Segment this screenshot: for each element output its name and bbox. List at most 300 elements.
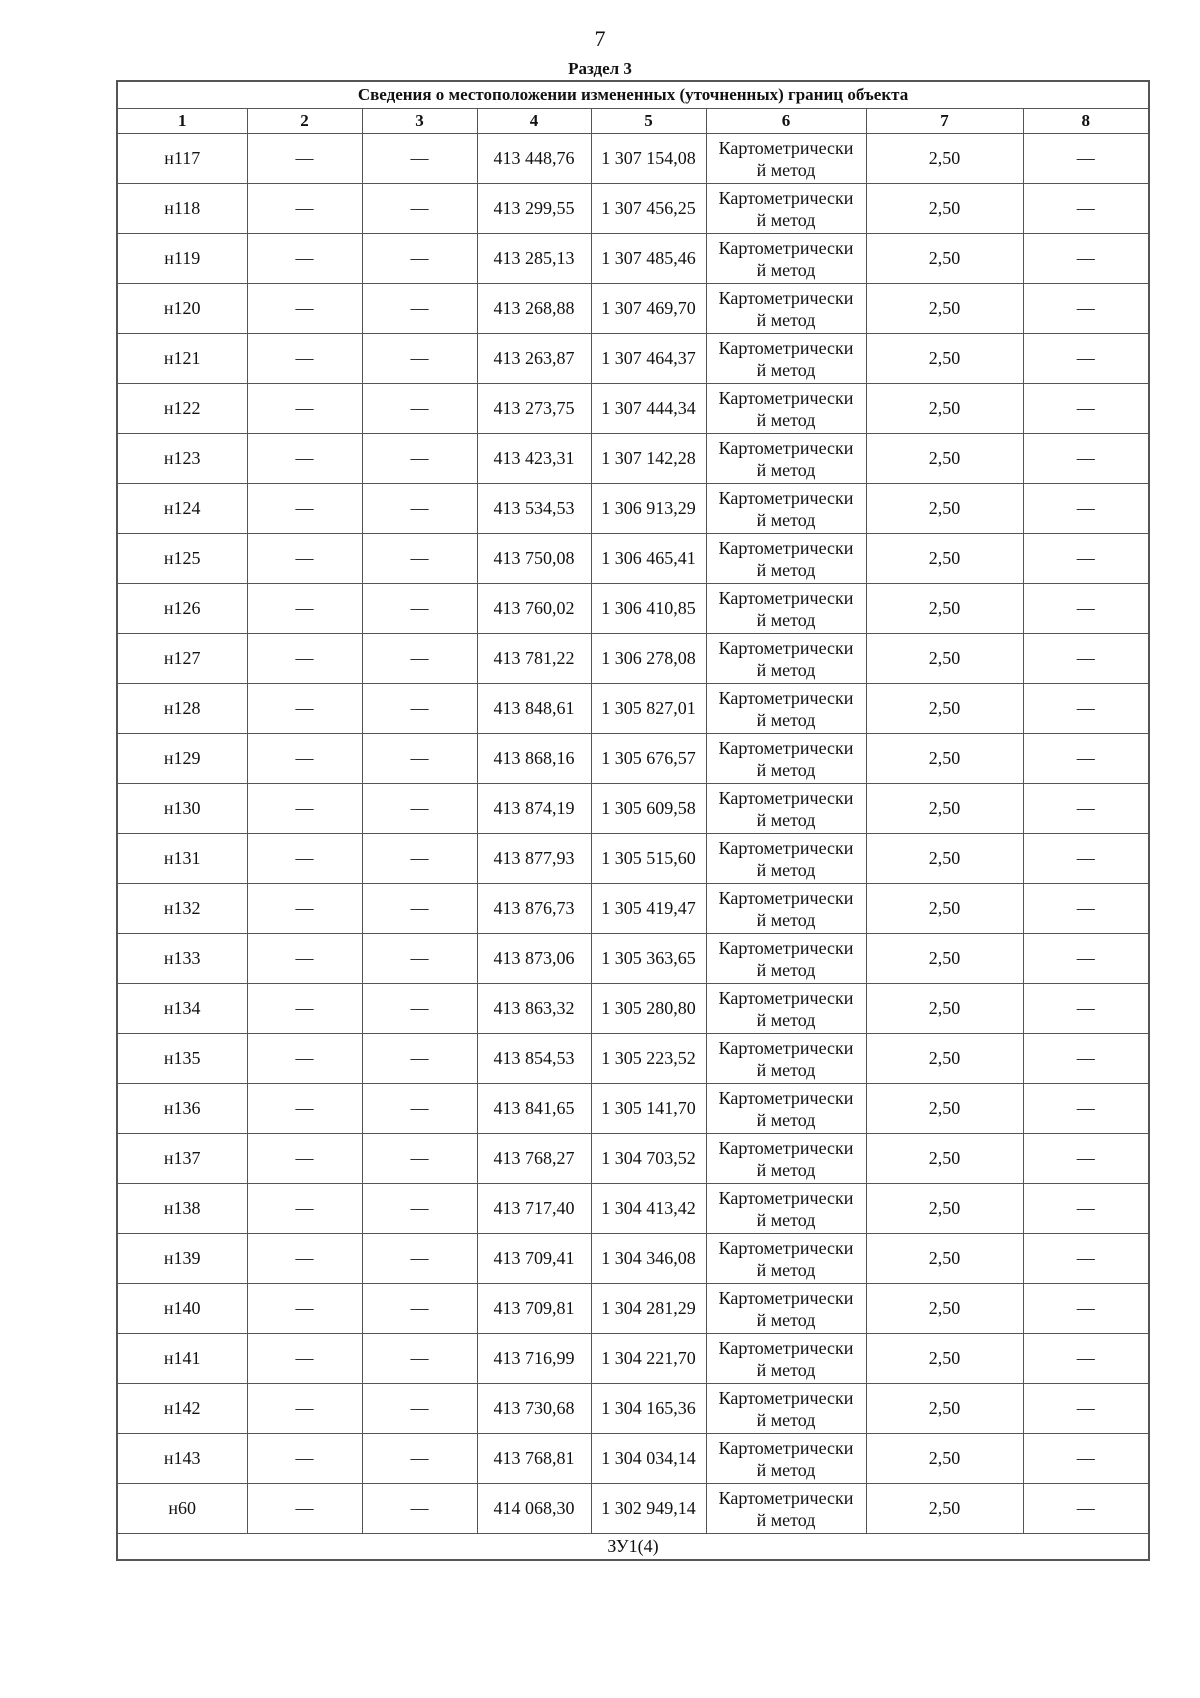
point-number-cell: н129	[117, 734, 247, 784]
point-number-cell: н139	[117, 1234, 247, 1284]
accuracy-cell: 2,50	[866, 784, 1023, 834]
method-cell	[706, 184, 866, 234]
y-coordinate-cell: 1 306 913,29	[591, 484, 706, 534]
method-text-line-2: й метод	[756, 1309, 816, 1330]
parcel-label: ЗУ1(4)	[117, 1534, 1149, 1561]
column-8-cell: —	[1023, 734, 1149, 784]
column-8-cell: —	[1023, 1284, 1149, 1334]
point-number-cell: н134	[117, 984, 247, 1034]
method-text-line-1: Картометрически	[718, 587, 854, 608]
y-coordinate-cell: 1 305 676,57	[591, 734, 706, 784]
accuracy-cell: 2,50	[866, 484, 1023, 534]
column-3-cell: —	[362, 1084, 477, 1134]
point-number-cell: н122	[117, 384, 247, 434]
method-text-line-2: й метод	[756, 959, 816, 980]
point-number-cell: н143	[117, 1434, 247, 1484]
table-row	[117, 284, 1149, 334]
x-coordinate-cell: 413 848,61	[477, 684, 591, 734]
column-8-cell: —	[1023, 1084, 1149, 1134]
y-coordinate-cell: 1 305 515,60	[591, 834, 706, 884]
x-coordinate-cell: 413 273,75	[477, 384, 591, 434]
method-cell	[706, 434, 866, 484]
accuracy-cell: 2,50	[866, 984, 1023, 1034]
table-row	[117, 384, 1149, 434]
accuracy-cell: 2,50	[866, 934, 1023, 984]
column-header: 5	[591, 109, 706, 134]
column-8-cell: —	[1023, 334, 1149, 384]
x-coordinate-cell: 413 268,88	[477, 284, 591, 334]
column-3-cell: —	[362, 1434, 477, 1484]
column-3-cell: —	[362, 1034, 477, 1084]
point-number-cell: н140	[117, 1284, 247, 1334]
page-number: 7	[594, 26, 606, 51]
method-cell	[706, 334, 866, 384]
table-row	[117, 684, 1149, 734]
method-text-line-2: й метод	[756, 509, 816, 530]
table-row	[117, 1084, 1149, 1134]
x-coordinate-cell: 413 716,99	[477, 1334, 591, 1384]
method-text-line-1: Картометрически	[718, 837, 854, 858]
method-text-line-2: й метод	[756, 459, 816, 480]
y-coordinate-cell: 1 304 413,42	[591, 1184, 706, 1234]
accuracy-cell: 2,50	[866, 1034, 1023, 1084]
column-2-cell: —	[247, 1334, 362, 1384]
column-2-cell: —	[247, 184, 362, 234]
method-cell	[706, 1134, 866, 1184]
x-coordinate-cell: 413 423,31	[477, 434, 591, 484]
column-8-cell: —	[1023, 234, 1149, 284]
method-text-line-2: й метод	[756, 1109, 816, 1130]
point-number-cell: н138	[117, 1184, 247, 1234]
column-3-cell: —	[362, 334, 477, 384]
method-text-line-2: й метод	[756, 859, 816, 880]
column-2-cell: —	[247, 1384, 362, 1434]
x-coordinate-cell: 413 299,55	[477, 184, 591, 234]
column-2-cell: —	[247, 684, 362, 734]
column-3-cell: —	[362, 684, 477, 734]
column-2-cell: —	[247, 984, 362, 1034]
column-3-cell: —	[362, 1484, 477, 1534]
column-8-cell: —	[1023, 484, 1149, 534]
column-2-cell: —	[247, 234, 362, 284]
point-number-cell: н132	[117, 884, 247, 934]
method-text-line-1: Картометрически	[718, 987, 854, 1008]
method-text-line-2: й метод	[756, 1059, 816, 1080]
method-text-line-1: Картометрически	[718, 887, 854, 908]
column-header: 2	[247, 109, 362, 134]
column-8-cell: —	[1023, 534, 1149, 584]
accuracy-cell: 2,50	[866, 234, 1023, 284]
method-text-line-2: й метод	[756, 209, 816, 230]
column-2-cell: —	[247, 784, 362, 834]
x-coordinate-cell: 413 863,32	[477, 984, 591, 1034]
method-text-line-2: й метод	[756, 1209, 816, 1230]
table-row	[117, 1184, 1149, 1234]
column-3-cell: —	[362, 134, 477, 184]
x-coordinate-cell: 414 068,30	[477, 1484, 591, 1534]
method-text-line-1: Картометрически	[718, 487, 854, 508]
point-number-cell: н130	[117, 784, 247, 834]
column-8-cell: —	[1023, 384, 1149, 434]
y-coordinate-cell: 1 305 827,01	[591, 684, 706, 734]
method-cell	[706, 484, 866, 534]
method-text-line-2: й метод	[756, 809, 816, 830]
method-text-line-1: Картометрически	[718, 287, 854, 308]
method-cell	[706, 1384, 866, 1434]
column-2-cell: —	[247, 434, 362, 484]
y-coordinate-cell: 1 307 464,37	[591, 334, 706, 384]
column-2-cell: —	[247, 1434, 362, 1484]
accuracy-cell: 2,50	[866, 184, 1023, 234]
point-number-cell: н127	[117, 634, 247, 684]
x-coordinate-cell: 413 730,68	[477, 1384, 591, 1434]
y-coordinate-cell: 1 306 465,41	[591, 534, 706, 584]
table-row	[117, 584, 1149, 634]
y-coordinate-cell: 1 306 410,85	[591, 584, 706, 634]
column-3-cell: —	[362, 834, 477, 884]
column-2-cell: —	[247, 634, 362, 684]
table-row	[117, 534, 1149, 584]
x-coordinate-cell: 413 750,08	[477, 534, 591, 584]
column-8-cell: —	[1023, 284, 1149, 334]
y-coordinate-cell: 1 304 281,29	[591, 1284, 706, 1334]
method-text-line-2: й метод	[756, 1259, 816, 1280]
column-8-cell: —	[1023, 934, 1149, 984]
table-row	[117, 1234, 1149, 1284]
method-text-line-1: Картометрически	[718, 687, 854, 708]
table-row	[117, 334, 1149, 384]
method-cell	[706, 384, 866, 434]
column-3-cell: —	[362, 584, 477, 634]
x-coordinate-cell: 413 841,65	[477, 1084, 591, 1134]
column-8-cell: —	[1023, 1484, 1149, 1534]
method-text-line-1: Картометрически	[718, 737, 854, 758]
accuracy-cell: 2,50	[866, 1284, 1023, 1334]
column-8-cell: —	[1023, 634, 1149, 684]
point-number-cell: н60	[117, 1484, 247, 1534]
method-text-line-1: Картометрически	[718, 937, 854, 958]
column-3-cell: —	[362, 1334, 477, 1384]
point-number-cell: н119	[117, 234, 247, 284]
accuracy-cell: 2,50	[866, 834, 1023, 884]
table-row	[117, 1034, 1149, 1084]
accuracy-cell: 2,50	[866, 1134, 1023, 1184]
column-3-cell: —	[362, 184, 477, 234]
method-text-line-2: й метод	[756, 1359, 816, 1380]
column-2-cell: —	[247, 1484, 362, 1534]
method-text-line-2: й метод	[756, 309, 816, 330]
method-cell	[706, 534, 866, 584]
column-3-cell: —	[362, 734, 477, 784]
method-text-line-2: й метод	[756, 559, 816, 580]
accuracy-cell: 2,50	[866, 634, 1023, 684]
y-coordinate-cell: 1 306 278,08	[591, 634, 706, 684]
point-number-cell: н126	[117, 584, 247, 634]
method-cell	[706, 584, 866, 634]
column-2-cell: —	[247, 134, 362, 184]
accuracy-cell: 2,50	[866, 1084, 1023, 1134]
column-3-cell: —	[362, 634, 477, 684]
point-number-cell: н120	[117, 284, 247, 334]
point-number-cell: н123	[117, 434, 247, 484]
column-3-cell: —	[362, 884, 477, 934]
column-3-cell: —	[362, 484, 477, 534]
method-cell	[706, 1284, 866, 1334]
point-number-cell: н137	[117, 1134, 247, 1184]
column-2-cell: —	[247, 834, 362, 884]
y-coordinate-cell: 1 304 221,70	[591, 1334, 706, 1384]
method-text-line-2: й метод	[756, 709, 816, 730]
method-cell	[706, 934, 866, 984]
method-text-line-1: Картометрически	[718, 387, 854, 408]
accuracy-cell: 2,50	[866, 1184, 1023, 1234]
table-row	[117, 834, 1149, 884]
method-text-line-2: й метод	[756, 1159, 816, 1180]
method-text-line-1: Картометрически	[718, 1287, 854, 1308]
column-8-cell: —	[1023, 684, 1149, 734]
y-coordinate-cell: 1 305 223,52	[591, 1034, 706, 1084]
boundary-coordinates-table	[116, 80, 1150, 1561]
method-cell	[706, 1034, 866, 1084]
column-2-cell: —	[247, 1284, 362, 1334]
column-2-cell: —	[247, 1084, 362, 1134]
y-coordinate-cell: 1 307 444,34	[591, 384, 706, 434]
x-coordinate-cell: 413 854,53	[477, 1034, 591, 1084]
column-2-cell: —	[247, 534, 362, 584]
section-title: Раздел 3	[568, 59, 632, 78]
method-text-line-2: й метод	[756, 609, 816, 630]
y-coordinate-cell: 1 307 485,46	[591, 234, 706, 284]
x-coordinate-cell: 413 709,41	[477, 1234, 591, 1284]
method-text-line-1: Картометрически	[718, 237, 854, 258]
y-coordinate-cell: 1 307 469,70	[591, 284, 706, 334]
y-coordinate-cell: 1 307 154,08	[591, 134, 706, 184]
column-3-cell: —	[362, 1134, 477, 1184]
point-number-cell: н141	[117, 1334, 247, 1384]
column-header: 1	[117, 109, 247, 134]
method-text-line-1: Картометрически	[718, 1237, 854, 1258]
column-2-cell: —	[247, 1184, 362, 1234]
point-number-cell: н125	[117, 534, 247, 584]
x-coordinate-cell: 413 874,19	[477, 784, 591, 834]
method-text-line-1: Картометрически	[718, 137, 854, 158]
x-coordinate-cell: 413 781,22	[477, 634, 591, 684]
point-number-cell: н118	[117, 184, 247, 234]
column-header: 4	[477, 109, 591, 134]
column-2-cell: —	[247, 484, 362, 534]
column-8-cell: —	[1023, 984, 1149, 1034]
table-caption: Сведения о местоположении измененных (уточненных) границ объекта	[117, 81, 1149, 109]
y-coordinate-cell: 1 305 419,47	[591, 884, 706, 934]
point-number-cell: н124	[117, 484, 247, 534]
column-2-cell: —	[247, 934, 362, 984]
accuracy-cell: 2,50	[866, 1384, 1023, 1434]
accuracy-cell: 2,50	[866, 334, 1023, 384]
y-coordinate-cell: 1 304 165,36	[591, 1384, 706, 1434]
table-row	[117, 484, 1149, 534]
x-coordinate-cell: 413 717,40	[477, 1184, 591, 1234]
x-coordinate-cell: 413 877,93	[477, 834, 591, 884]
method-text-line-1: Картометрически	[718, 337, 854, 358]
method-text-line-1: Картометрически	[718, 1487, 854, 1508]
column-2-cell: —	[247, 384, 362, 434]
method-cell	[706, 634, 866, 684]
column-3-cell: —	[362, 1184, 477, 1234]
y-coordinate-cell: 1 307 142,28	[591, 434, 706, 484]
x-coordinate-cell: 413 768,81	[477, 1434, 591, 1484]
column-2-cell: —	[247, 1034, 362, 1084]
accuracy-cell: 2,50	[866, 434, 1023, 484]
column-8-cell: —	[1023, 134, 1149, 184]
accuracy-cell: 2,50	[866, 734, 1023, 784]
table-row	[117, 134, 1149, 184]
y-coordinate-cell: 1 304 346,08	[591, 1234, 706, 1284]
method-text-line-1: Картометрически	[718, 1187, 854, 1208]
column-2-cell: —	[247, 734, 362, 784]
accuracy-cell: 2,50	[866, 884, 1023, 934]
table-row	[117, 1484, 1149, 1534]
method-cell	[706, 1084, 866, 1134]
column-2-cell: —	[247, 334, 362, 384]
column-3-cell: —	[362, 934, 477, 984]
accuracy-cell: 2,50	[866, 134, 1023, 184]
column-header: 8	[1023, 109, 1149, 134]
table-row	[117, 1384, 1149, 1434]
column-2-cell: —	[247, 284, 362, 334]
x-coordinate-cell: 413 534,53	[477, 484, 591, 534]
method-text-line-1: Картометрически	[718, 437, 854, 458]
method-cell	[706, 884, 866, 934]
point-number-cell: н117	[117, 134, 247, 184]
y-coordinate-cell: 1 304 703,52	[591, 1134, 706, 1184]
method-cell	[706, 784, 866, 834]
point-number-cell: н128	[117, 684, 247, 734]
accuracy-cell: 2,50	[866, 1484, 1023, 1534]
x-coordinate-cell: 413 768,27	[477, 1134, 591, 1184]
table-row	[117, 1284, 1149, 1334]
x-coordinate-cell: 413 876,73	[477, 884, 591, 934]
table-body	[117, 134, 1149, 1534]
method-text-line-2: й метод	[756, 1459, 816, 1480]
column-3-cell: —	[362, 234, 477, 284]
method-text-line-1: Картометрически	[718, 537, 854, 558]
x-coordinate-cell: 413 263,87	[477, 334, 591, 384]
column-3-cell: —	[362, 1284, 477, 1334]
column-3-cell: —	[362, 434, 477, 484]
method-text-line-1: Картометрически	[718, 1037, 854, 1058]
column-3-cell: —	[362, 984, 477, 1034]
y-coordinate-cell: 1 305 609,58	[591, 784, 706, 834]
accuracy-cell: 2,50	[866, 684, 1023, 734]
x-coordinate-cell: 413 868,16	[477, 734, 591, 784]
column-2-cell: —	[247, 884, 362, 934]
column-8-cell: —	[1023, 1134, 1149, 1184]
method-text-line-2: й метод	[756, 359, 816, 380]
table-row	[117, 1134, 1149, 1184]
method-cell	[706, 234, 866, 284]
method-text-line-1: Картометрически	[718, 1337, 854, 1358]
point-number-cell: н131	[117, 834, 247, 884]
column-8-cell: —	[1023, 1234, 1149, 1284]
column-8-cell: —	[1023, 884, 1149, 934]
method-cell	[706, 734, 866, 784]
method-text-line-2: й метод	[756, 409, 816, 430]
x-coordinate-cell: 413 285,13	[477, 234, 591, 284]
column-header: 3	[362, 109, 477, 134]
point-number-cell: н133	[117, 934, 247, 984]
x-coordinate-cell: 413 873,06	[477, 934, 591, 984]
table-row	[117, 634, 1149, 684]
accuracy-cell: 2,50	[866, 284, 1023, 334]
method-cell	[706, 134, 866, 184]
x-coordinate-cell: 413 709,81	[477, 1284, 591, 1334]
table-row	[117, 1434, 1149, 1484]
y-coordinate-cell: 1 305 141,70	[591, 1084, 706, 1134]
accuracy-cell: 2,50	[866, 384, 1023, 434]
method-text-line-1: Картометрически	[718, 1137, 854, 1158]
column-8-cell: —	[1023, 584, 1149, 634]
column-header: 6	[706, 109, 866, 134]
method-text-line-1: Картометрически	[718, 787, 854, 808]
table-row	[117, 884, 1149, 934]
y-coordinate-cell: 1 305 363,65	[591, 934, 706, 984]
method-text-line-1: Картометрически	[718, 187, 854, 208]
x-coordinate-cell: 413 760,02	[477, 584, 591, 634]
point-number-cell: н121	[117, 334, 247, 384]
column-header: 7	[866, 109, 1023, 134]
method-text-line-1: Картометрически	[718, 637, 854, 658]
method-cell	[706, 1234, 866, 1284]
column-2-cell: —	[247, 1234, 362, 1284]
column-8-cell: —	[1023, 184, 1149, 234]
method-cell	[706, 1484, 866, 1534]
method-text-line-2: й метод	[756, 909, 816, 930]
method-cell	[706, 284, 866, 334]
method-text-line-2: й метод	[756, 259, 816, 280]
method-cell	[706, 1434, 866, 1484]
y-coordinate-cell: 1 307 456,25	[591, 184, 706, 234]
column-8-cell: —	[1023, 834, 1149, 884]
column-8-cell: —	[1023, 1184, 1149, 1234]
column-8-cell: —	[1023, 1434, 1149, 1484]
column-3-cell: —	[362, 384, 477, 434]
method-text-line-2: й метод	[756, 759, 816, 780]
column-3-cell: —	[362, 1234, 477, 1284]
point-number-cell: н142	[117, 1384, 247, 1434]
column-3-cell: —	[362, 1384, 477, 1434]
column-8-cell: —	[1023, 1034, 1149, 1084]
method-text-line-1: Картометрически	[718, 1087, 854, 1108]
method-text-line-2: й метод	[756, 1009, 816, 1030]
accuracy-cell: 2,50	[866, 1234, 1023, 1284]
accuracy-cell: 2,50	[866, 584, 1023, 634]
method-text-line-2: й метод	[756, 159, 816, 180]
column-2-cell: —	[247, 584, 362, 634]
column-8-cell: —	[1023, 1384, 1149, 1434]
method-text-line-2: й метод	[756, 1509, 816, 1530]
column-3-cell: —	[362, 284, 477, 334]
column-8-cell: —	[1023, 1334, 1149, 1384]
table-row	[117, 784, 1149, 834]
table-row	[117, 934, 1149, 984]
point-number-cell: н136	[117, 1084, 247, 1134]
method-text-line-2: й метод	[756, 659, 816, 680]
accuracy-cell: 2,50	[866, 1434, 1023, 1484]
x-coordinate-cell: 413 448,76	[477, 134, 591, 184]
method-text-line-1: Картометрически	[718, 1387, 854, 1408]
method-cell	[706, 1184, 866, 1234]
method-text-line-2: й метод	[756, 1409, 816, 1430]
